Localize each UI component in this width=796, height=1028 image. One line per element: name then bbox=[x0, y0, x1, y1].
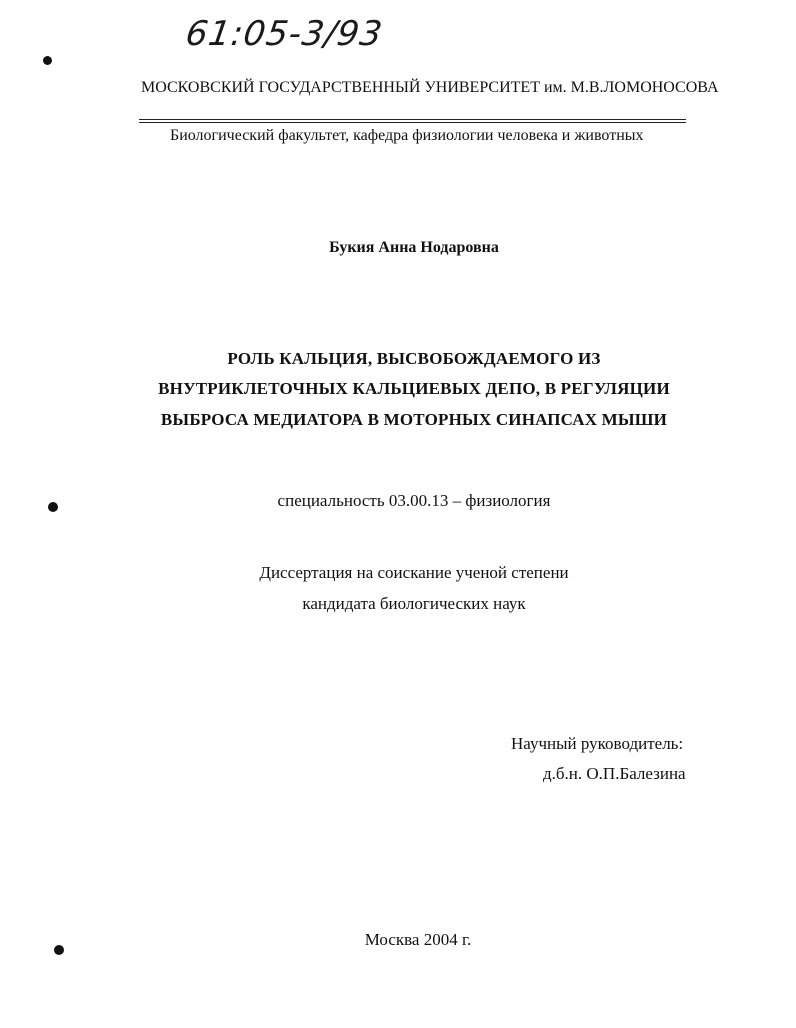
title-line-2: ВНУТРИКЛЕТОЧНЫХ КАЛЬЦИЕВЫХ ДЕПО, В РЕГУЛЯЦИИ bbox=[158, 379, 670, 398]
author-name: Букия Анна Нодаровна bbox=[329, 239, 499, 256]
degree-statement-line-1: Диссертация на соискание ученой степени bbox=[259, 563, 569, 582]
header-divider-thin bbox=[139, 122, 686, 123]
degree-statement-line-2: кандидата биологических наук bbox=[302, 594, 526, 613]
advisor-name: д.б.н. О.П.Балезина bbox=[543, 764, 686, 783]
place-and-year: Москва 2004 г. bbox=[364, 930, 472, 949]
title-line-3: ВЫБРОСА МЕДИАТОРА В МОТОРНЫХ СИНАПСАХ МЫШИ bbox=[160, 410, 668, 429]
handwritten-registration-number: 61:05-3/93 bbox=[183, 14, 386, 54]
header-divider bbox=[139, 119, 686, 120]
faculty-department: Биологический факультет, кафедра физиологии человека и животных bbox=[170, 127, 644, 144]
advisor-label: Научный руководитель: bbox=[511, 734, 684, 753]
title-line-1: РОЛЬ КАЛЬЦИЯ, ВЫСВОБОЖДАЕМОГО ИЗ bbox=[227, 349, 601, 368]
scan-mark-dot-top bbox=[43, 56, 52, 65]
university-name: МОСКОВСКИЙ ГОСУДАРСТВЕННЫЙ УНИВЕРСИТЕТ им. М.В.ЛОМОНОСОВА bbox=[141, 79, 719, 96]
specialty: специальность 03.00.13 – физиология bbox=[277, 491, 551, 510]
